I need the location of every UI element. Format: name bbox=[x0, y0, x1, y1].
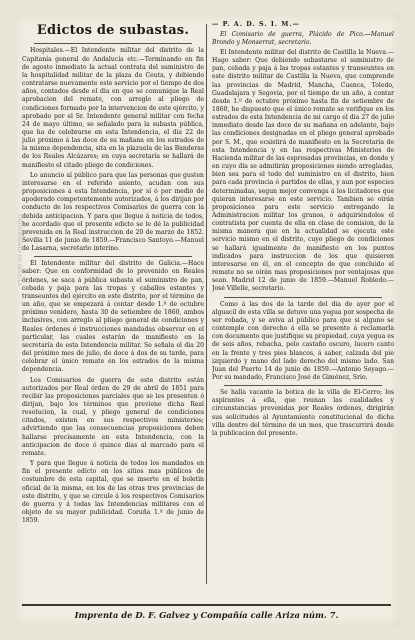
footer-rule bbox=[22, 604, 391, 606]
section-rule bbox=[34, 256, 192, 257]
right-paragraph: Como á las dos de la tarde del dia de ayer por el alguacil de esta villa se detuvo una yegua por sospecha de ser robada, y se aviva al público para que si alguno se contemple con derecho á ella se presente á reclamarla con documento que justifique su propiedad, cuya yegua es de seis años, rebacha, pelo castaño oscuro, lucero canto en la frente y tres pies blancos, á saber, calzada del pie izquierdo y mano del lado derecho del mismo lado. San Juan del Puerto 14 de junio de 1859.—Antonio Seyago.—Por su mandado, Francisco José de Giménez, Srio. bbox=[212, 300, 394, 381]
printer-imprint: Imprenta de D. F. Galvez y Compañía calle Ariza núm. 7. bbox=[74, 610, 339, 620]
right-paragraph: El Intendente militar del distrito de Castilla la Nueva.—Hago saber: Que debiendo subastarse el suministro de pan, cebada y paja á las tropas estantes y transeuntes en este distrito militar de Castilla la Nueva, que comprende las provincias de Madrid, Mancha, Cuenca, Toledo, Guadalajara y Segovia, por el tiempo de un año, á contar desde 1.º de octubre próximo hasta fin de setiembre de 1860, he dispuesto que el único remate se verifique en los estrados de esta Intendencia de mi cargo el dia 27 de julio inmediato desde las doce de su mañana en adelante, bajo las condiciones designadas en el pliego general aprobado por S. M., que ecsistirá de manifiesto en la Secretaría de esta Intendencia y en las respectivas Ministerios de Hacienda militar de las espresadas provincias, en donde y en cuyo dia se admitirán proposiciones siendo arregladas, bien sea para el todo del suministro en el distrito, bien para cada provincia ó partidos de ellas, y aun por especies determinadas, segun mejor convenga á los licitadores que quieran interesarse en este servicio. Tambien se oirán proposiciones para este servicio entregando la Administracion militar los granos, ó adquiriéndolos el contratista por cuenta de ella en clase de comision, de la misma manera que en la actualidad se ejecuta este servicio mismo en el distrito, cuyo pliego de condiciones se hallará igualmente de manifiesto en los puntos indicados para instruccion de los que quisieren interesarse en él, en el concepto de que concluido el remate no se oirán mas proposiciones por ventajosas que sean. Madrid 12 de junio de 1859.—Manuel Robledo.—José Villelle, secretario. bbox=[212, 48, 394, 293]
masthead-line: — P. A. D. S. I. M.— bbox=[212, 20, 300, 28]
right-column bbox=[212, 20, 394, 588]
left-column bbox=[22, 20, 204, 588]
headline-rule bbox=[34, 43, 192, 44]
right-paragraph: El Comisario de guerra, Plácido de Pico.—Manuel Brondo y Monserrat, secretario. bbox=[212, 30, 394, 46]
section-headline: Edictos de subastas. bbox=[36, 23, 190, 38]
left-paragraph: Los Comisarios de guerra de este distrito están autorizados por Real órden de 29 de abril de 1851 para recibir las proposiciones parciales que se les presenten ó dirijan, bajo los términos que previene dicha Real resolucion, la cual, y pliego general de condiciones citados, existen en sus respectivos ministerios; advirtiendo que las consecuencias proposiciones deben hallarse precisamente en esta Intendencia, con la anticipacion de doce ó quince dias al marcado para el remate. bbox=[22, 376, 204, 457]
column-divider bbox=[206, 24, 207, 584]
right-paragraph: Se halla vacante la botica de la villa de El-Cerro; los aspirantes á ella, que reunan las cualidades y circunstancias prevenidas por Reales órdenes, dirigirán sus solicitudes al Ayuntamiento constitucional de dicha villa dentro del término de un mes, que trascurrirá desde la publicacion del presente. bbox=[212, 389, 394, 437]
left-paragraph: El Intendente militar del distrito de Galicia.—Hace saber: Que en conformidad de lo prevenido en Reales órdenes, se saca á pública subasta el suministro de pan, cebada y paja para las tropas y caballos estantes y transeuntes del ejército en este distrito, por el término de un año, que se empezará á contar desde 1.º de octubre próximo venidero, hasta 30 de setiembre de 1860, ambos inclusives, con arreglo al pliego general de condiciones y Reales órdenes é instrucciones mandadas observar en el particular, las cuales estarán de manifiesto en la secretaría de esta Intendencia militar. Se señala el dia 20 del próximo mes de julio, de doce á dos de su tarde, para celebrar el único remate en los estrados de la misma dependencia. bbox=[22, 260, 204, 374]
left-paragraph: Y para que llegue á noticia de todos los mandados en fin el presente edicto en los sitios mas públicos de costumbre de esta capital, que se inserte en el boletin oficial de la misma, en los de las otras tres provincias de este distrito, y que se circule á los respectivos Comisarios de guerra y á todas las Intendencias militares con el objeto de su mayor publicidad. Coruña 1.º de junio de 1859. bbox=[22, 460, 204, 525]
left-paragraph: Lo anuncio al público para que las personas que gusten interesarse en el referido asiento, acudan con sus proposiciones á esta Intendencia, por sí ó por medio de apoderado competentemente autorizados, á los dirijan por conducto de los respectivos Comisarios de guerra con la debida anticipacion. Y para que llegue á noticia de todos, he acordado que el presente edicto se le dé la publicidad prevenida en la Real instruccion de 20 de marzo de 1852. Sevilla 11 de junio de 1859.—Francisco Santoyo.—Manuel de Lasarna, secretario interino. bbox=[22, 171, 204, 253]
section-rule bbox=[224, 385, 382, 386]
newspaper-page bbox=[14, 14, 399, 626]
left-paragraph: Hospitales.—El Intendente militar del distrito de la Capitanía general de Andalucía etc.—Terminando en fin de agosto inmediato la actual contrata del suministro de la hospitalidad militar de la plaza de Ceuta, y debiendo contratarse nuevamente este servicio por el tiempo de dos años, contados desde el dia en que se comunique la Real aprobacion del remate, con arreglo al pliego de condiciones formado por la intervencion de este ejército, y aprobado por el Sr. Intendente general militar con fecha 24 de mayo último, se señalado para la subasta pública, que ha de celebrarse en esta Intendencia, el dia 22 de julio próximo á las doce de su mañana en los estrados de la misma dependencia, sita en la plazuela de las Banderas de los Reales Alcázares; en cuya secretaría se hallará de manifiesto el citado pliego de condiciones. bbox=[22, 47, 204, 169]
library-stamp: UNIVERSIDAD DE SEVILLA bbox=[16, 214, 22, 287]
section-rule bbox=[224, 297, 382, 298]
